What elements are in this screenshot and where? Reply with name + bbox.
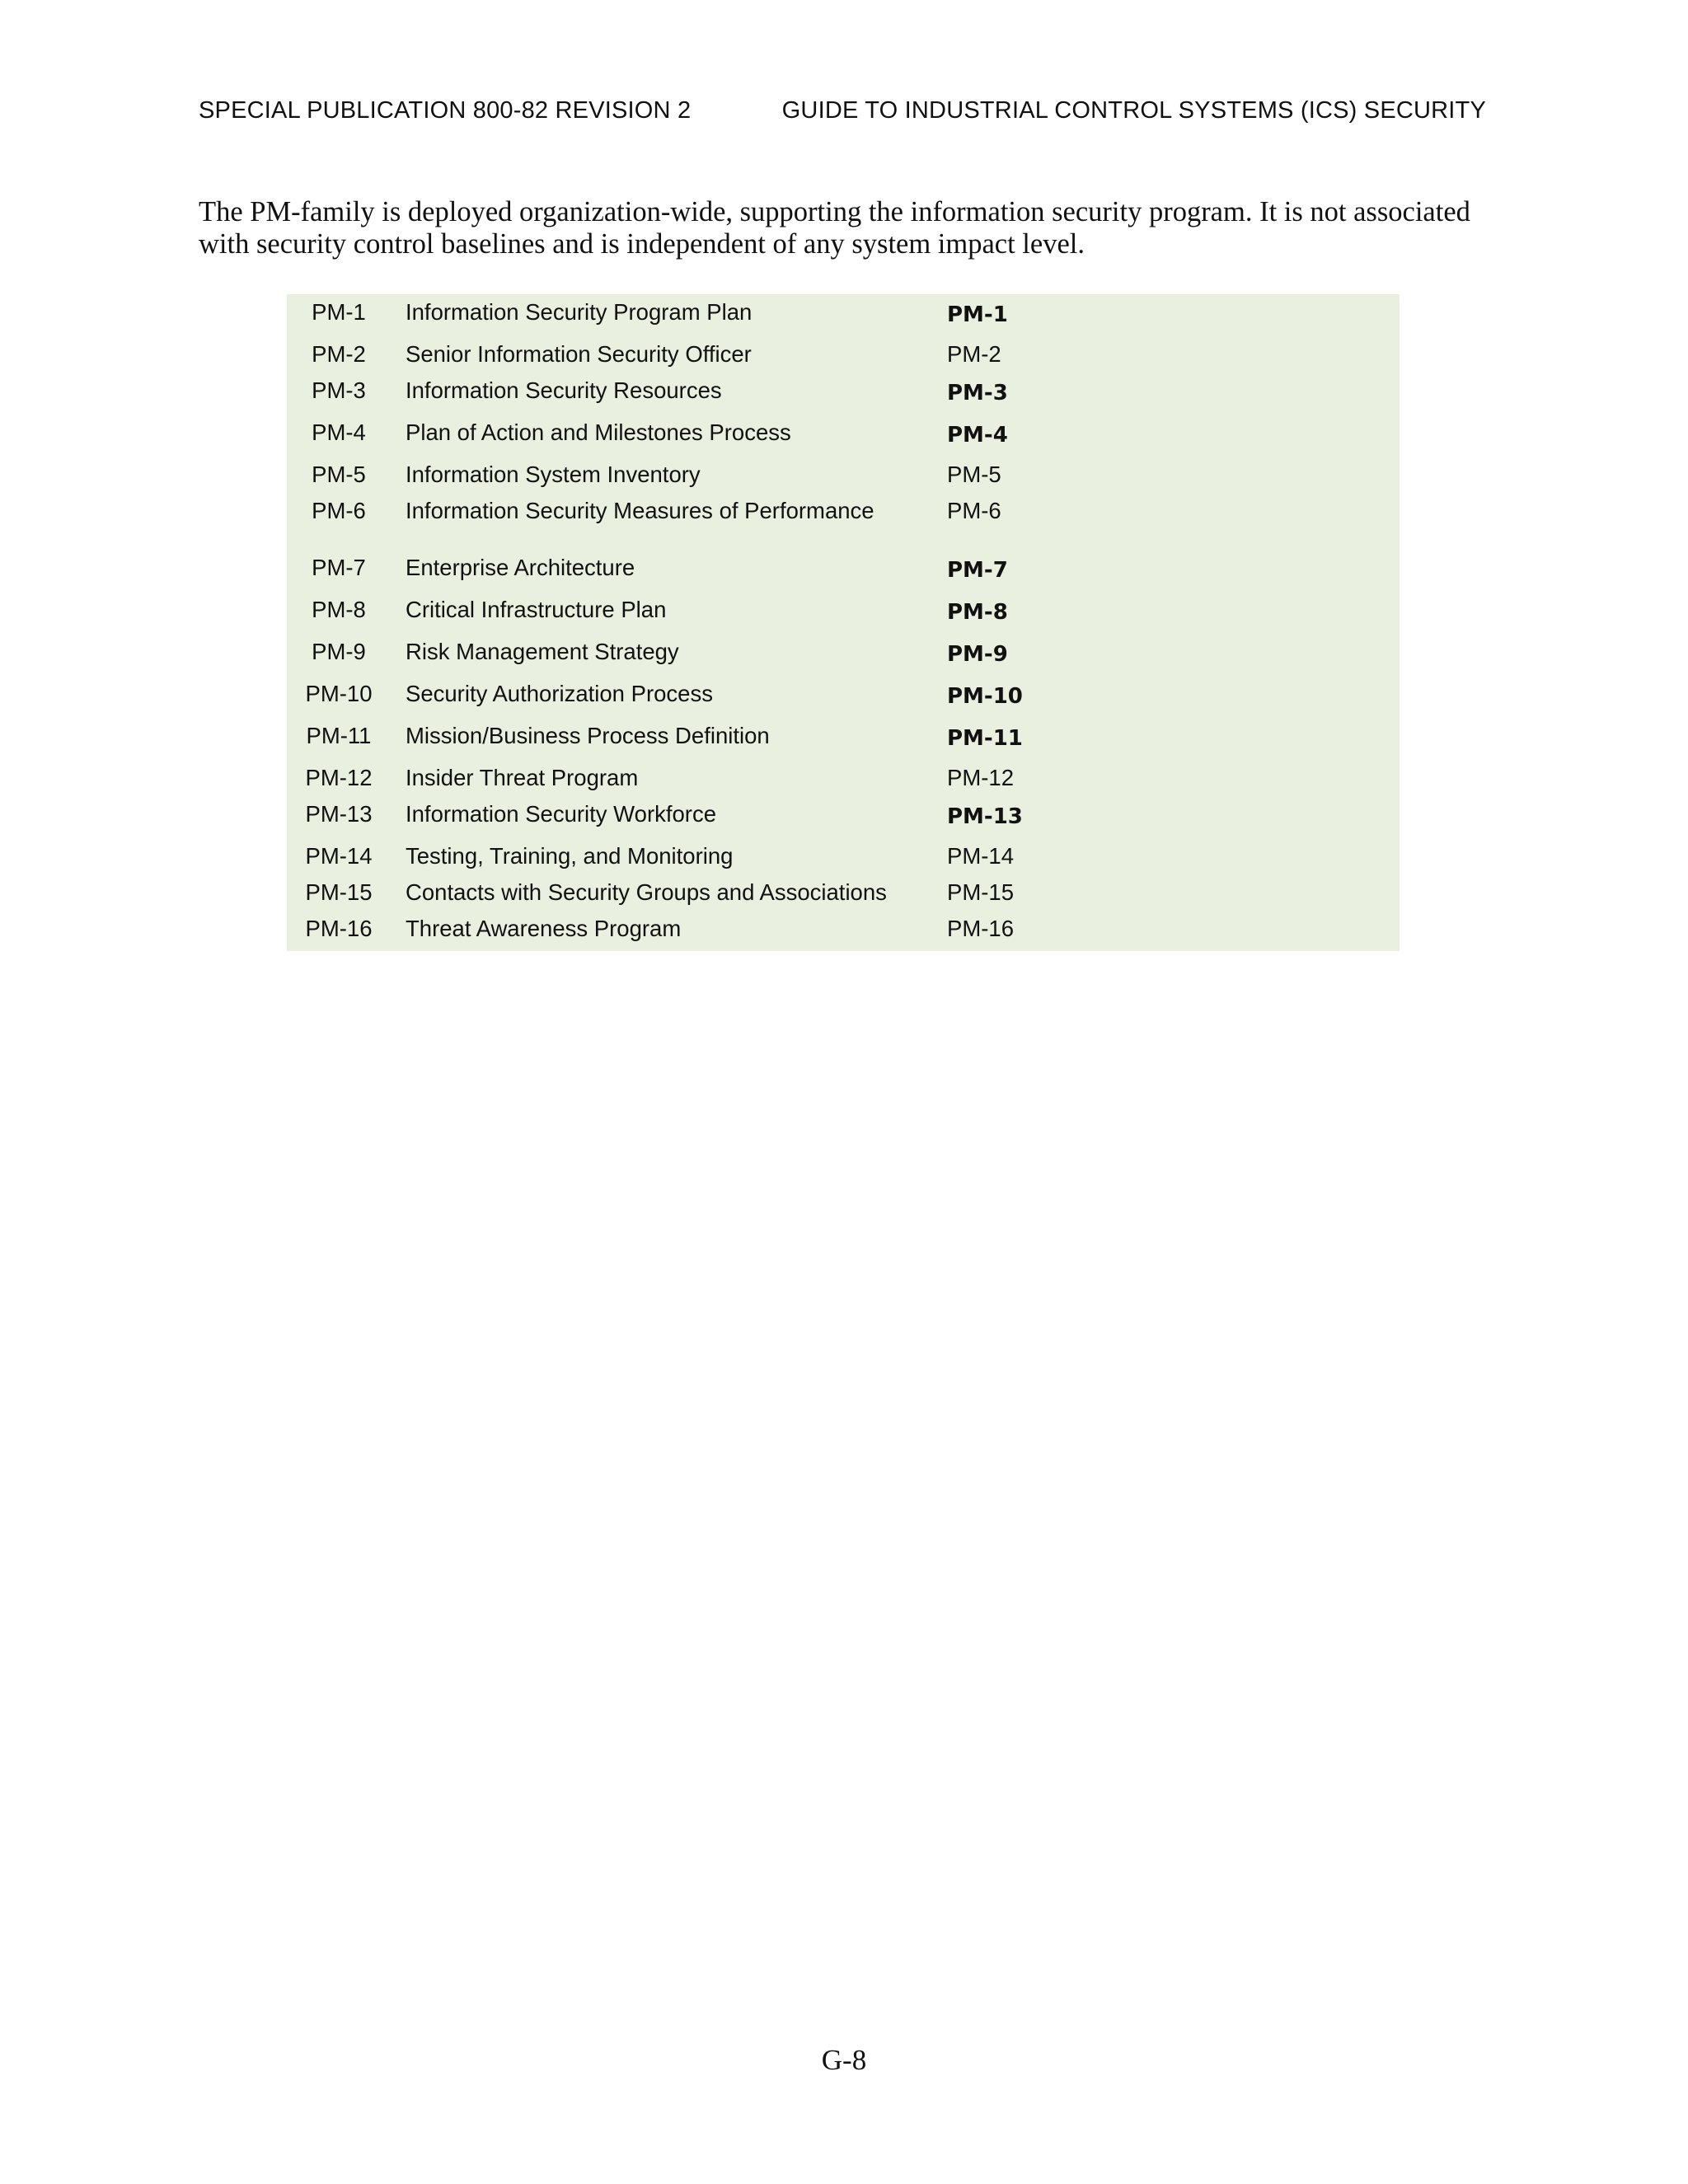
control-name: Enterprise Architecture [406, 555, 635, 580]
control-baseline: PM-12 [947, 765, 1014, 790]
control-baseline: PM-6 [947, 498, 1001, 523]
control-baseline: PM-8 [947, 600, 1008, 625]
control-name: Mission/Business Process Definition [406, 723, 770, 748]
control-baseline: PM-10 [947, 684, 1023, 709]
control-baseline: PM-1 [947, 302, 1008, 327]
control-name: Information Security Workforce [406, 801, 716, 827]
table-row [287, 419, 1400, 456]
control-baseline: PM-13 [947, 804, 1023, 829]
control-id: PM-3 [312, 377, 366, 403]
control-baseline: PM-2 [947, 341, 1001, 367]
intro-paragraph: The PM-family is deployed organization-wide, supporting the information security program. It is not associated with security control baselines and is independent of any system impact level. [199, 196, 1470, 260]
control-name: Security Authorization Process [406, 681, 713, 706]
control-baseline: PM-11 [947, 726, 1023, 751]
table-row [287, 801, 1400, 837]
control-id: PM-15 [305, 879, 373, 905]
control-baseline: PM-15 [947, 879, 1014, 905]
control-id: PM-4 [312, 419, 366, 445]
control-id: PM-1 [312, 299, 366, 325]
control-baseline: PM-16 [947, 916, 1014, 941]
header-publication: SPECIAL PUBLICATION 800-82 REVISION 2 [199, 97, 692, 124]
control-baseline: PM-4 [947, 423, 1008, 448]
control-name: Senior Information Security Officer [406, 341, 752, 367]
control-name: Plan of Action and Milestones Process [406, 419, 791, 445]
table-row [287, 597, 1400, 633]
control-id: PM-10 [305, 681, 373, 706]
table-row [287, 879, 1400, 916]
page-number: G-8 [821, 2044, 867, 2076]
table-row [287, 462, 1400, 498]
control-name: Critical Infrastructure Plan [406, 597, 667, 622]
control-name: Information Security Resources [406, 377, 722, 403]
control-id: PM-9 [312, 639, 366, 664]
control-id: PM-16 [305, 916, 373, 941]
control-id: PM-5 [312, 462, 366, 487]
control-id: PM-11 [306, 723, 372, 748]
control-id: PM-8 [312, 597, 366, 622]
running-header [199, 97, 1486, 130]
table-row [287, 639, 1400, 675]
control-name: Contacts with Security Groups and Associations [406, 879, 887, 905]
table-row [287, 299, 1400, 335]
control-baseline: PM-9 [947, 642, 1008, 667]
table-row [287, 681, 1400, 717]
table-row [287, 723, 1400, 759]
control-id: PM-12 [305, 765, 373, 790]
control-name: Testing, Training, and Monitoring [406, 843, 734, 869]
table-row [287, 843, 1400, 879]
control-baseline: PM-5 [947, 462, 1001, 487]
control-id: PM-2 [312, 341, 366, 367]
control-baseline: PM-14 [947, 843, 1014, 869]
table-row [287, 555, 1400, 591]
control-name: Information Security Measures of Performance [406, 498, 874, 523]
table-row [287, 765, 1400, 801]
control-id: PM-6 [312, 498, 366, 523]
table-row [287, 498, 1400, 534]
control-name: Insider Threat Program [406, 765, 639, 790]
pm-control-table [287, 294, 1400, 951]
control-id: PM-14 [305, 843, 373, 869]
control-name: Risk Management Strategy [406, 639, 679, 664]
table-row [287, 341, 1400, 377]
control-baseline: PM-7 [947, 558, 1008, 583]
control-name: Information Security Program Plan [406, 299, 753, 325]
table-row [287, 916, 1400, 952]
header-guide-title: GUIDE TO INDUSTRIAL CONTROL SYSTEMS (ICS) SECURITY [781, 97, 1486, 124]
control-id: PM-7 [312, 555, 366, 580]
control-id: PM-13 [305, 801, 373, 827]
control-name: Information System Inventory [406, 462, 701, 487]
table-row [287, 377, 1400, 414]
control-name: Threat Awareness Program [406, 916, 682, 941]
control-baseline: PM-3 [947, 381, 1008, 405]
